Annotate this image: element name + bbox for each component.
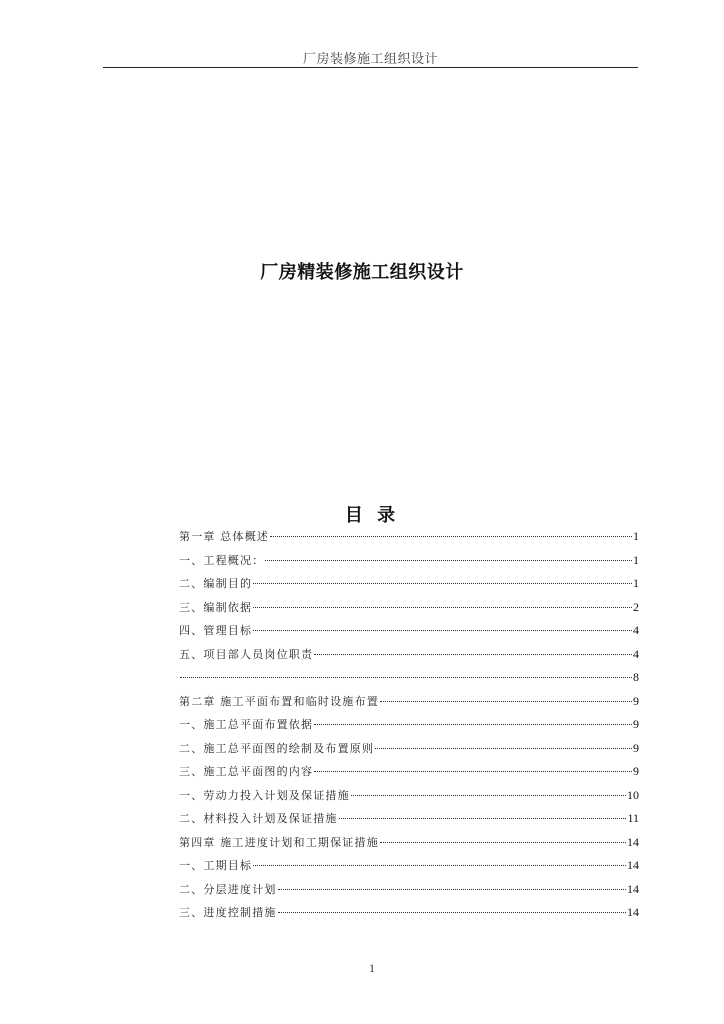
toc-entry-label: 第二章 施工平面布置和临时设施布置 — [179, 694, 379, 708]
toc-entry-label: 三、施工总平面图的内容 — [179, 765, 314, 778]
toc-entry[interactable] — [179, 833, 639, 857]
toc-leader-dots — [253, 630, 632, 631]
toc-entry[interactable] — [179, 762, 639, 786]
toc-entry-page: 4 — [633, 646, 639, 661]
toc-entry-page: 4 — [633, 623, 639, 637]
toc-entry-label: 一、工程概况： — [179, 553, 265, 567]
toc-leader-dots — [253, 607, 632, 608]
page-header — [103, 48, 638, 68]
toc-entry-label: 三、进度控制措施 — [179, 906, 277, 919]
toc-entry-label: 四、管理目标 — [179, 624, 253, 637]
toc-entry-page: 9 — [633, 717, 639, 731]
toc-entry-label: 五、项目部人员岗位职责 — [179, 647, 314, 661]
toc-entry-label: 第四章 施工进度计划和工期保证措施 — [179, 835, 379, 849]
toc-entry-label: 二、分层进度计划 — [179, 882, 277, 896]
toc-heading: 目 录 — [344, 505, 400, 526]
toc-leader-dots — [270, 536, 632, 537]
toc-entry-page: 9 — [633, 764, 639, 778]
toc-entry[interactable] — [179, 598, 639, 622]
toc-leader-dots — [253, 583, 632, 584]
toc-entry[interactable] — [179, 551, 639, 575]
toc-entry-page: 10 — [627, 787, 639, 802]
toc-entry-label: 一、工期目标 — [179, 859, 253, 872]
toc-entry-page: 14 — [627, 905, 639, 919]
toc-leader-dots — [314, 724, 632, 725]
toc-entry-page: 9 — [633, 693, 639, 708]
toc-leader-dots — [314, 654, 632, 655]
toc-entry-label: 二、材料投入计划及保证措施 — [179, 812, 338, 825]
toc-entry[interactable] — [179, 880, 639, 904]
toc-entry[interactable] — [179, 809, 639, 833]
toc-entry[interactable] — [179, 692, 639, 716]
toc-entry-page: 1 — [633, 552, 639, 567]
toc-entry-page: 2 — [633, 599, 639, 614]
running-title: 厂房装修施工组织设计 — [302, 52, 438, 67]
toc-entry-page: 9 — [633, 740, 639, 755]
toc-entry-page: 14 — [627, 881, 639, 896]
toc-leader-dots — [351, 795, 626, 796]
toc-entry-label: 二、施工总平面图的绘制及布置原则 — [179, 741, 375, 755]
toc-entry-label: 三、编制依据 — [179, 600, 253, 614]
toc-entry-label: 第一章 总体概述 — [179, 530, 270, 543]
toc-leader-dots — [278, 889, 626, 890]
toc-leader-dots — [380, 842, 626, 843]
document-title: 厂房精装修施工组织设计 — [260, 262, 464, 283]
toc-entry-page: 14 — [627, 858, 639, 872]
table-of-contents — [179, 527, 639, 927]
toc-entry-page: 14 — [627, 834, 639, 849]
toc-entry-page: 1 — [633, 529, 639, 543]
toc-entry[interactable] — [179, 903, 639, 927]
toc-entry[interactable] — [179, 715, 639, 739]
toc-leader-dots — [375, 748, 632, 749]
toc-entry[interactable] — [179, 645, 639, 669]
toc-leader-dots — [339, 818, 627, 819]
toc-entry-page: 8 — [633, 670, 639, 684]
toc-entry[interactable] — [179, 739, 639, 763]
toc-leader-dots — [265, 560, 632, 561]
toc-entry-label: 二、编制目的 — [179, 577, 253, 590]
toc-entry-label: 一、劳动力投入计划及保证措施 — [179, 788, 350, 802]
toc-entry[interactable] — [179, 786, 639, 810]
toc-leader-dots — [380, 701, 632, 702]
toc-entry-page: 11 — [627, 811, 639, 825]
toc-entry[interactable] — [179, 527, 639, 551]
page-number: 1 — [369, 961, 375, 975]
toc-leader-dots — [180, 677, 632, 678]
toc-leader-dots — [278, 912, 626, 913]
toc-entry[interactable] — [179, 668, 639, 692]
toc-entry-label: 一、施工总平面布置依据 — [179, 718, 314, 731]
toc-entry-page: 1 — [633, 576, 639, 590]
toc-leader-dots — [314, 771, 632, 772]
toc-entry[interactable] — [179, 856, 639, 880]
toc-entry[interactable] — [179, 621, 639, 645]
toc-entry[interactable] — [179, 574, 639, 598]
toc-leader-dots — [253, 865, 626, 866]
